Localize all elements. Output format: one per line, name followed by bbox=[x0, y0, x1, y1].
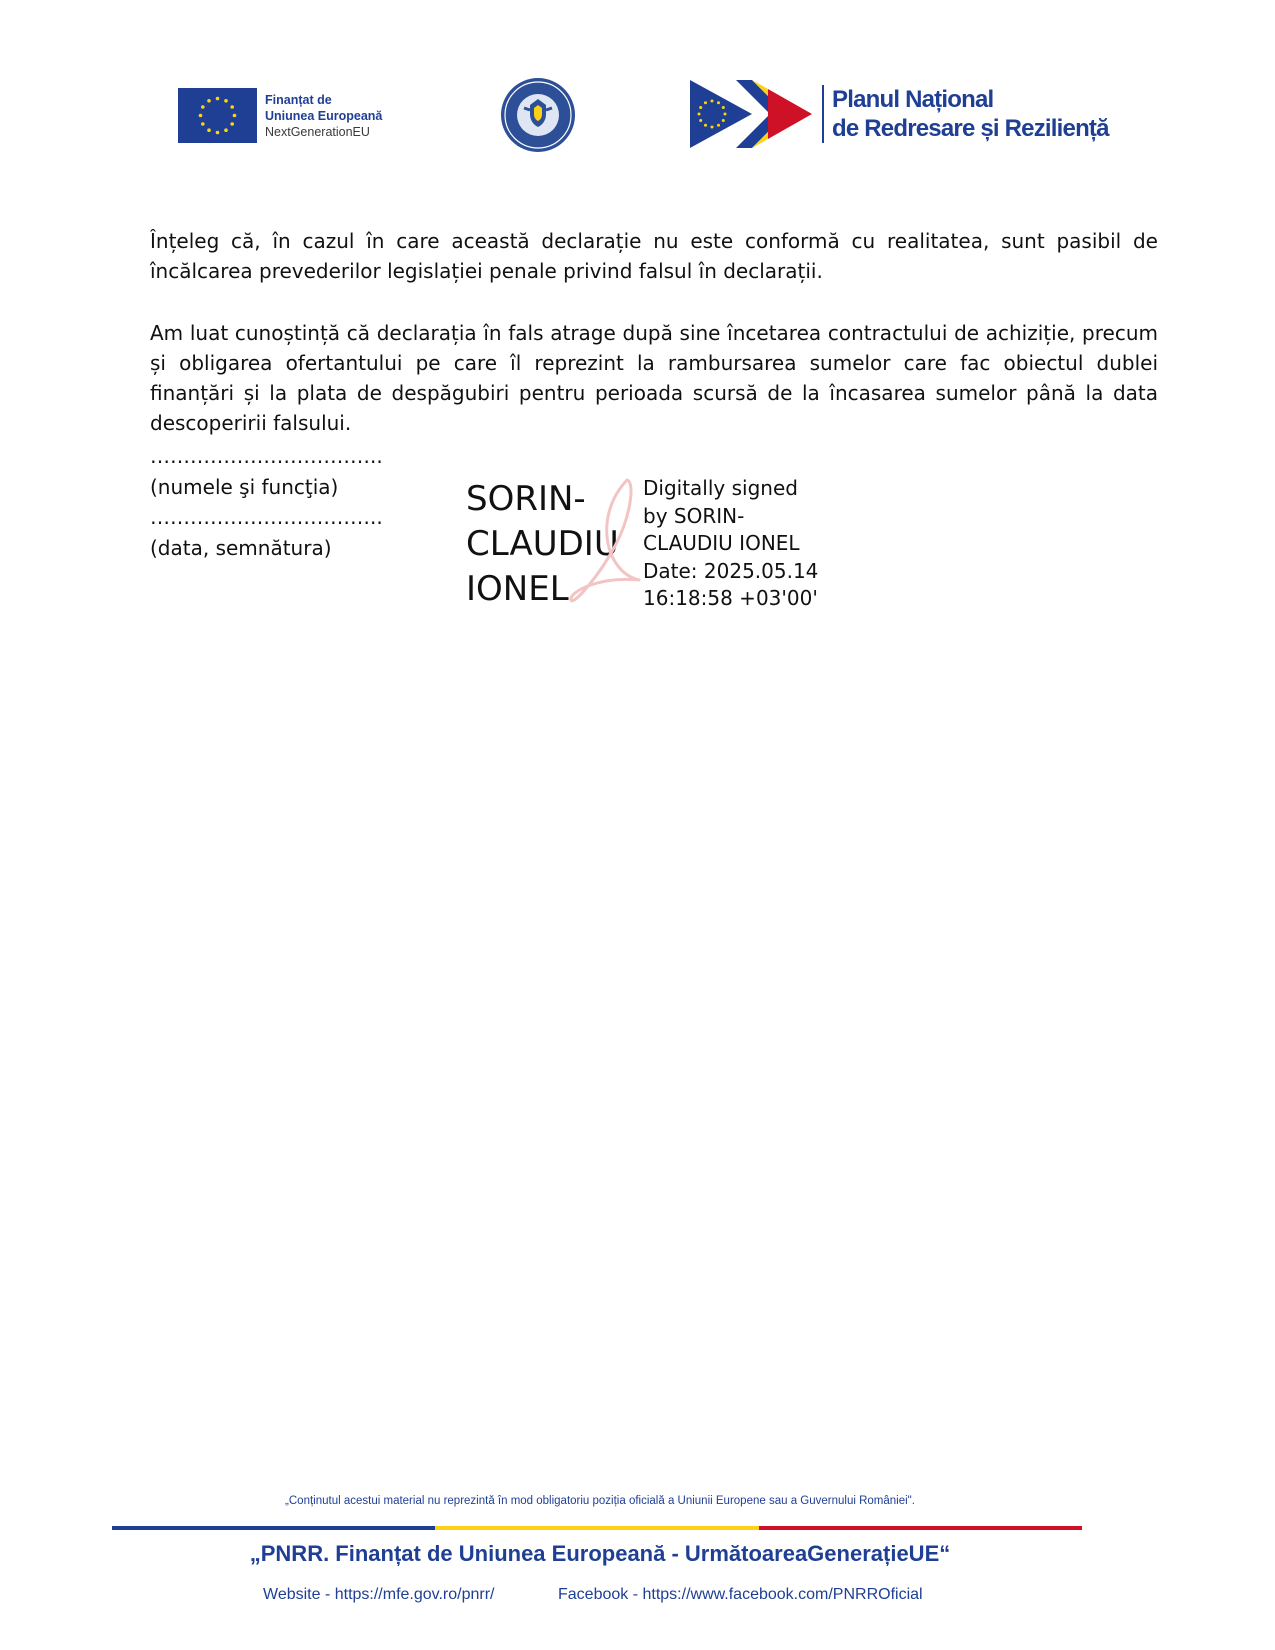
date-signature-label: (data, semnătura) bbox=[150, 536, 332, 560]
eu-star-icon bbox=[230, 122, 234, 126]
eu-star-icon bbox=[704, 124, 707, 127]
signer-name-line: SORIN- bbox=[466, 479, 586, 519]
footer-tricolor-stripe bbox=[112, 1526, 1082, 1530]
eu-star-icon bbox=[230, 105, 234, 109]
signature-details bbox=[643, 475, 818, 613]
eu-star-icon bbox=[722, 119, 725, 122]
eu-star-icon bbox=[699, 106, 702, 109]
signature-detail-line: 16:18:58 +03'00' bbox=[643, 586, 818, 610]
eu-star-icon bbox=[698, 113, 701, 116]
pnrr-title-line1: Planul Național bbox=[832, 86, 994, 113]
signer-name-line: IONEL bbox=[466, 569, 569, 609]
pnrr-title bbox=[822, 85, 1109, 143]
date-dots-line: …………………………….. bbox=[150, 505, 383, 529]
eu-star-icon bbox=[699, 119, 702, 122]
eu-star-icon bbox=[233, 114, 237, 118]
footer-disclaimer: „Conținutul acestui material nu reprezintă în mod obligatoriu poziția oficială a Uniunii Europene sau a Guvernului României". bbox=[285, 1495, 915, 1507]
eu-star-icon bbox=[722, 106, 725, 109]
eu-star-icon bbox=[724, 113, 727, 116]
name-function-label: (numele şi funcţia) bbox=[150, 475, 339, 499]
declaration-paragraph-2: Am luat cunoștință că declarația în fals atrage după sine încetarea contractului de achiziție, precum și obligarea ofertantului pe care îl reprezint la rambursarea sumelor care fac obiectul dublei finanțări și la plata de despăgubiri pentru perioada scursă de la încasarea sumelor până la data descoperirii falsului. bbox=[150, 321, 1158, 435]
signer-name-line: CLAUDIU bbox=[466, 524, 619, 564]
eu-funding-logo bbox=[178, 88, 382, 143]
name-dots-line: …………………………….. bbox=[150, 444, 383, 468]
pnrr-logo bbox=[690, 80, 1109, 148]
signature-detail-line: Digitally signed bbox=[643, 476, 798, 500]
eu-star-icon bbox=[704, 101, 707, 104]
eu-star-icon bbox=[201, 105, 205, 109]
eu-star-icon bbox=[201, 122, 205, 126]
footer-facebook-link[interactable]: Facebook - https://www.facebook.com/PNRROficial bbox=[558, 1586, 923, 1603]
eu-star-icon bbox=[224, 128, 228, 132]
eu-star-icon bbox=[216, 131, 220, 135]
eu-star-icon bbox=[711, 100, 714, 103]
guvernul-romaniei-seal-icon bbox=[499, 75, 577, 155]
eu-star-icon bbox=[717, 124, 720, 127]
eu-star-icon bbox=[207, 128, 211, 132]
eu-star-icon bbox=[717, 101, 720, 104]
eu-logo-line2: Uniunea Europeană bbox=[265, 108, 383, 123]
eu-logo-line3: NextGenerationEU bbox=[265, 124, 370, 139]
signature-detail-line: Date: 2025.05.14 bbox=[643, 558, 819, 583]
eu-star-icon bbox=[216, 97, 220, 101]
declaration-paragraph-1: Înțeleg că, în cazul în care această declarație nu este conformă cu realitatea, sunt pasibil de încălcarea prevederilor legislației penale privind falsul în declarații. bbox=[150, 229, 1158, 283]
eu-logo-text bbox=[265, 92, 382, 140]
signature-detail-line: CLAUDIU IONEL bbox=[643, 531, 800, 555]
footer-website-link[interactable]: Website - https://mfe.gov.ro/pnrr/ bbox=[263, 1586, 495, 1603]
eu-flag-icon bbox=[178, 88, 257, 143]
footer-title: „PNRR. Finanțat de Uniunea Europeană - UrmătoareaGenerațieUE“ bbox=[249, 1541, 951, 1566]
pnrr-title-line2: de Redresare și Reziliență bbox=[832, 115, 1109, 142]
signature-detail-line: by SORIN- bbox=[643, 503, 745, 528]
eu-star-icon bbox=[224, 99, 228, 103]
eu-star-icon bbox=[199, 114, 203, 118]
eu-star-icon bbox=[711, 126, 714, 129]
pnrr-arrows-icon bbox=[690, 80, 812, 148]
acrobat-signature-icon bbox=[565, 476, 645, 616]
eu-star-icon bbox=[207, 99, 211, 103]
eu-logo-line1: Finanțat de bbox=[265, 92, 332, 107]
